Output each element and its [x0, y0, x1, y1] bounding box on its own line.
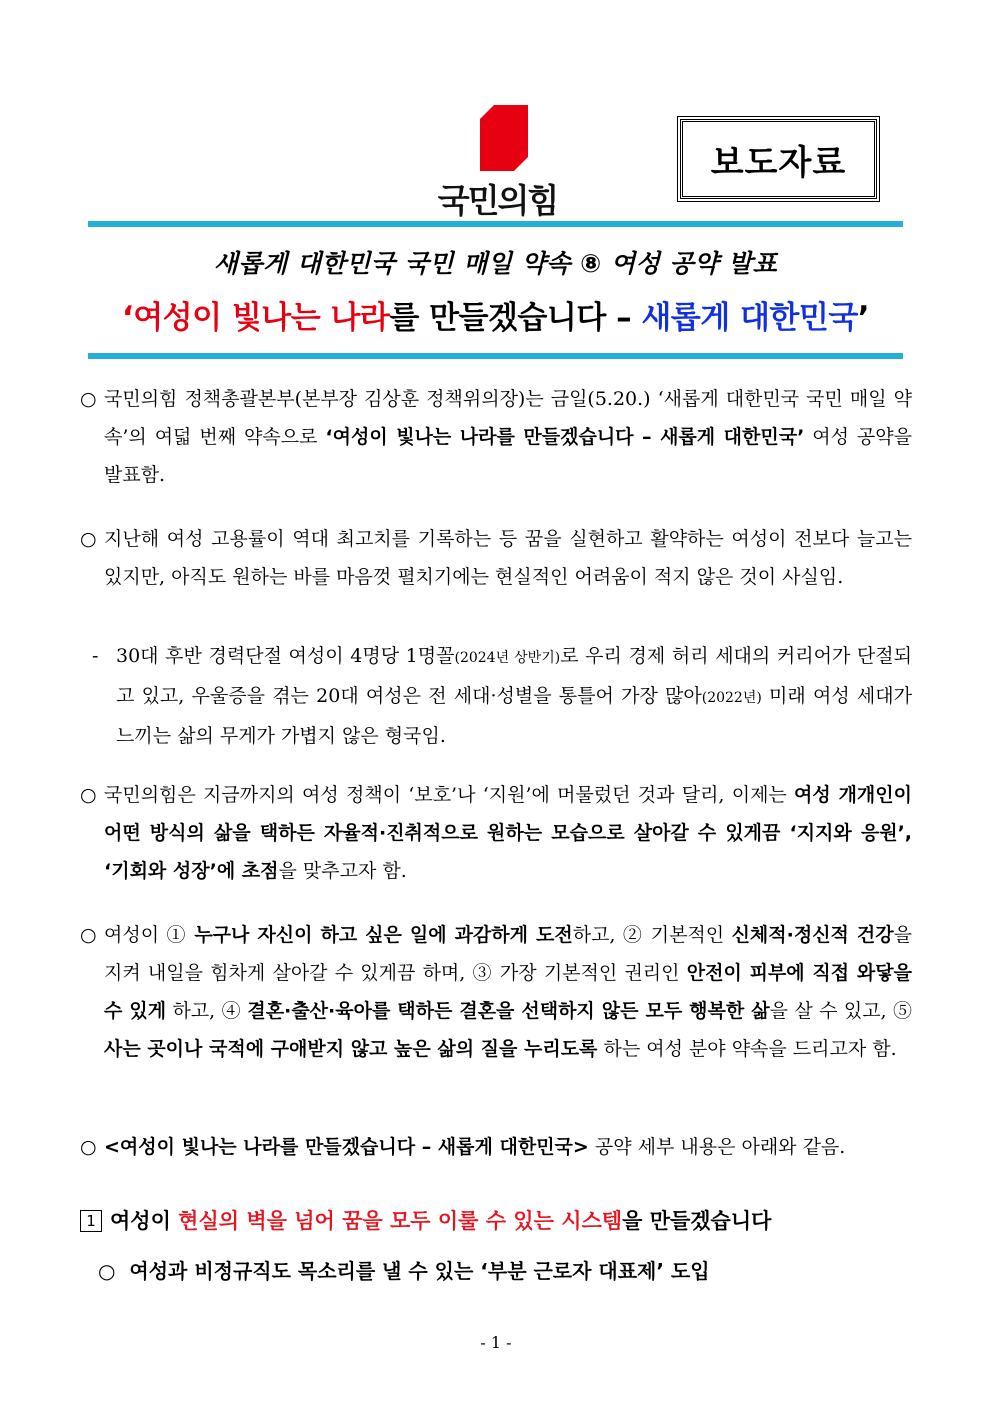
p3-text-a: 국민의힘은 지금까지의 여성 정책이 ‘보호’나 ‘지원’에 머물렀던 것과 달리, 이제는	[104, 784, 795, 806]
p5-bold: <여성이 빛나는 나라를 만들겠습니다 – 새롭게 대한민국>	[104, 1136, 589, 1158]
paragraph-2-sub	[92, 637, 912, 755]
page-headline	[88, 292, 903, 337]
headline-open-quote: ‘	[121, 300, 134, 336]
p4-t6: 하는 여성 분야 약속을 드리고자 함.	[597, 1038, 897, 1060]
paragraph-3	[80, 776, 912, 890]
section-1-item-1	[98, 1253, 912, 1289]
p4-b3: 안전이 피부에 직접 와닿을 수 있게	[104, 962, 912, 1022]
p5-text: 공약 세부 내용은 아래와 같음.	[588, 1136, 846, 1158]
p4-t5: 을 살 수 있고, ⑤	[769, 1000, 912, 1022]
p4-t4: 하고, ④	[166, 1000, 248, 1022]
p4-b4: 결혼·출산·육아를 택하든 결혼을 선택하지 않든 모두 행복한 삶	[247, 1000, 770, 1022]
paragraph-5	[80, 1128, 912, 1166]
p4-t3: 을 지켜 내일을 힘차게 살아갈 수 있게끔 하며, ③ 가장 기본적인 권리인	[104, 924, 912, 984]
paragraph-2	[80, 520, 912, 596]
p2sub-small-a: (2024년 상반기)	[454, 650, 561, 666]
paragraph-1	[80, 380, 912, 494]
bullet: ○	[80, 1136, 97, 1158]
p4-t2: 하고, ② 기본적인	[572, 924, 732, 946]
p4-b5: 사는 곳이나 국적에 구애받지 않고 높은 삶의 질을 누리도록	[104, 1038, 598, 1060]
party-logo	[430, 105, 565, 220]
page-subtitle: 새롭게 대한민국 국민 매일 약속 ⑧ 여성 공약 발표	[213, 249, 778, 278]
p2sub-text-a: 30대 후반 경력단절 여성이 4명당 1명꼴	[116, 645, 455, 667]
p4-b2: 신체적·정신적 건강	[731, 924, 894, 946]
bullet: ○	[80, 784, 97, 806]
headline-close-quote: ’	[857, 300, 870, 336]
section-1-heading	[80, 1203, 912, 1239]
bullet: ○	[80, 924, 97, 946]
p1-text-a: 국민의힘 정책총괄본부(본부장 김상훈 정책위의장)는 금일(5.20.) ‘새롭게 대한민국 국민 매일 약속’의 여덟 번째 약속으로	[104, 388, 912, 448]
press-release-label: 보도자료	[680, 119, 877, 199]
p2sub-text-c: 미래 여성 세대가 느끼는 삶의 무게가 가볍지 않은 형국임.	[116, 685, 912, 747]
bullet: ○	[80, 528, 97, 550]
p4-b1: 누구나 자신이 하고 싶은 일에 과감하게 도전	[194, 924, 573, 946]
header-divider-bottom	[88, 353, 903, 359]
party-logo-text: 국민의힘	[437, 181, 558, 220]
section1-text-a: 여성이	[110, 1209, 179, 1233]
dash: -	[92, 645, 99, 667]
p1-text-b: 여성 공약을 발표함.	[104, 426, 912, 486]
headline-red-part: 여성이 빛나는 나라	[133, 300, 390, 336]
section1-text-b: 을 만들겠습니다	[622, 1209, 772, 1233]
page-number: - 1 -	[480, 1333, 512, 1352]
paragraph-4	[80, 916, 912, 1068]
p2-text: 지난해 여성 고용률이 역대 최고치를 기록하는 등 꿈을 실현하고 활약하는 여성이 전보다 늘고는 있지만, 아직도 원하는 바를 마음껏 펼치기에는 현실적인 어려움이 적지 않은 것이 사실임.	[104, 528, 912, 588]
section1-red: 현실의 벽을 넘어 꿈을 모두 이룰 수 있는 시스템	[178, 1209, 623, 1233]
p4-t1: 여성이 ①	[104, 924, 195, 946]
p2sub-small-b: (2022년)	[701, 690, 762, 706]
p3-bold: 여성 개개인이 어떤 방식의 삶을 택하든 자율적·진취적으로 원하는 모습으로 살아갈 수 있게끔 ‘지지와 응원’, ‘기회와 성장’에 초점	[104, 784, 912, 882]
party-logo-mark-icon	[472, 105, 528, 171]
headline-blue-part: 새롭게 대한민국	[641, 300, 858, 336]
bullet: ○	[80, 388, 97, 410]
headline-black-part: 를 만들겠습니다 –	[389, 300, 642, 336]
p2sub-text-b: 로 우리 경제 허리 세대의 커리어가 단절되고 있고, 우울증을 겪는 20대 여성은 전 세대·성별을 통틀어 가장 많아	[116, 645, 912, 707]
section-number-box: 1	[80, 1210, 102, 1232]
p3-text-b: 을 맞추고자 함.	[278, 860, 407, 882]
p1-bold: ‘여성이 빛나는 나라를 만들겠습니다 – 새롭게 대한민국’	[325, 426, 805, 448]
item-bullet: ○	[98, 1259, 116, 1283]
header-divider-top	[88, 221, 903, 227]
item1-text: 여성과 비정규직도 목소리를 낼 수 있는 ‘부분 근로자 대표제’ 도입	[129, 1259, 710, 1283]
